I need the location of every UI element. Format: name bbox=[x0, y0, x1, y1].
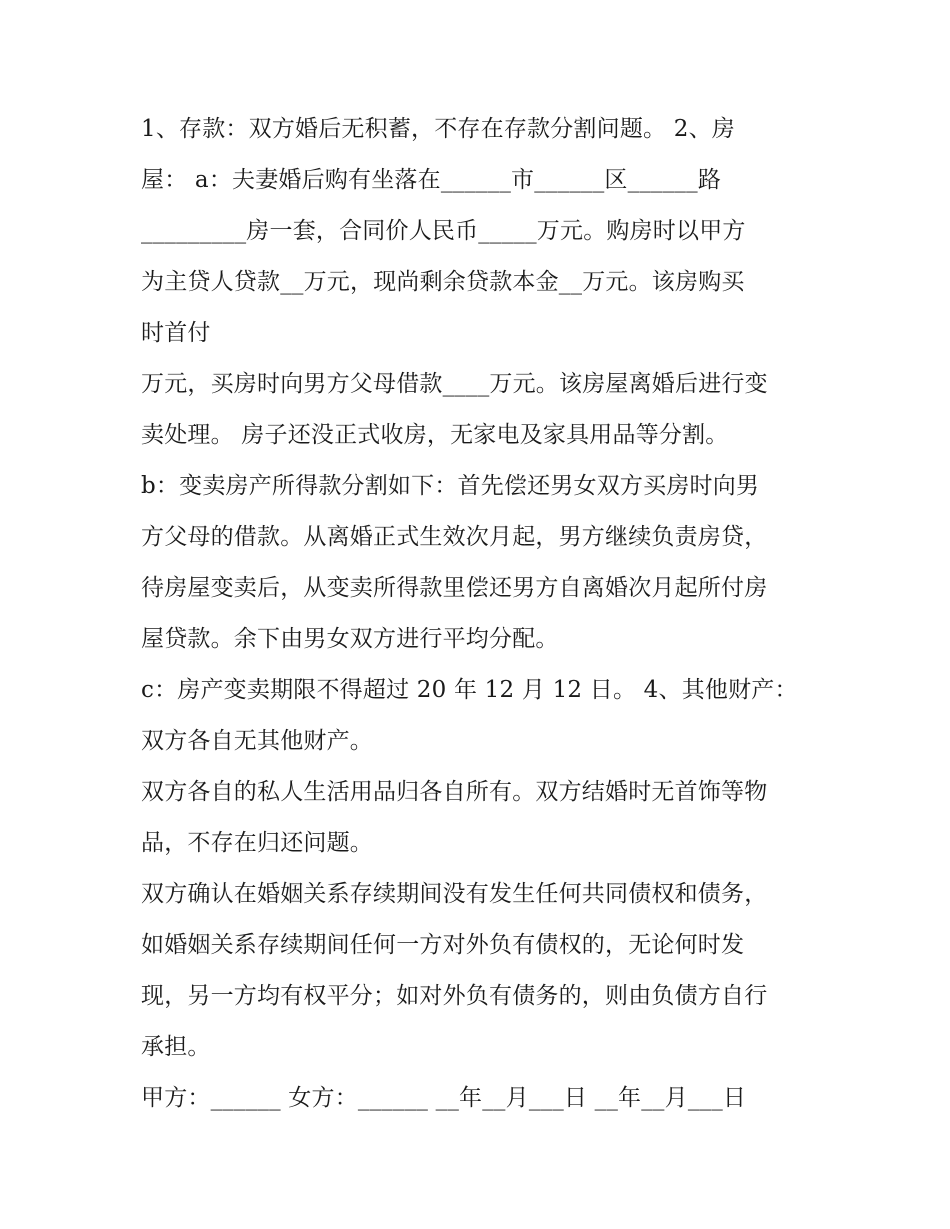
text-line-sale-handling: 卖处理。 房子还没正式收房，无家电及家具用品等分割。 bbox=[141, 422, 729, 448]
text-line-mortgage: 方父母的借款。从离婚正式生效次月起，男方继续负责房贷， bbox=[141, 524, 768, 550]
text-line-repayment: 待房屋变卖后，从变卖所得款里偿还男方自离婚次月起所付房 bbox=[141, 575, 768, 601]
signature-line: 甲方：______ 女方：______ __年__月___日 __年__月___日 bbox=[141, 1085, 747, 1111]
text-line-sale-split: b：变卖房产所得款分割如下：首先偿还男女双方买房时向男 bbox=[141, 473, 760, 499]
text-line-savings: 1、存款：双方婚后无积蓄，不存在存款分割问题。 2、房 bbox=[141, 116, 735, 142]
text-line-contract-price: _________房一套，合同价人民币_____万元。购房时以甲方 bbox=[141, 218, 746, 244]
text-line-sale-deadline: c：房产变卖期限不得超过 20 年 12 月 12 日。 4、其他财产： bbox=[141, 677, 798, 703]
text-line-claims: 如婚姻关系存续期间任何一方对外负有债权的，无论何时发 bbox=[141, 932, 745, 958]
text-line-bear: 承担。 bbox=[141, 1034, 211, 1060]
text-line-liabilities: 现，另一方均有权平分；如对外负有债务的，则由负债方自行 bbox=[141, 983, 768, 1009]
text-line-house-location: 屋： a：夫妻婚后购有坐落在______市______区______路 bbox=[141, 167, 722, 193]
text-line-debts-confirm: 双方确认在婚姻关系存续期间没有发生任何共同债权和债务， bbox=[141, 881, 768, 907]
text-line-loan: 为主贷人贷款__万元，现尚剩余贷款本金__万元。该房购买 bbox=[141, 269, 745, 295]
document-page bbox=[141, 104, 821, 1124]
text-line-down-payment: 时首付 bbox=[141, 320, 211, 346]
text-line-no-other-property: 双方各自无其他财产。 bbox=[141, 728, 373, 754]
text-line-distribution: 屋贷款。余下由男女双方进行平均分配。 bbox=[141, 626, 559, 652]
text-line-no-return: 品，不存在归还问题。 bbox=[141, 830, 373, 856]
text-line-parents-loan: 万元，买房时向男方父母借款____万元。该房屋离婚后进行变 bbox=[141, 371, 768, 397]
text-line-personal-items: 双方各自的私人生活用品归各自所有。双方结婚时无首饰等物 bbox=[141, 779, 768, 805]
